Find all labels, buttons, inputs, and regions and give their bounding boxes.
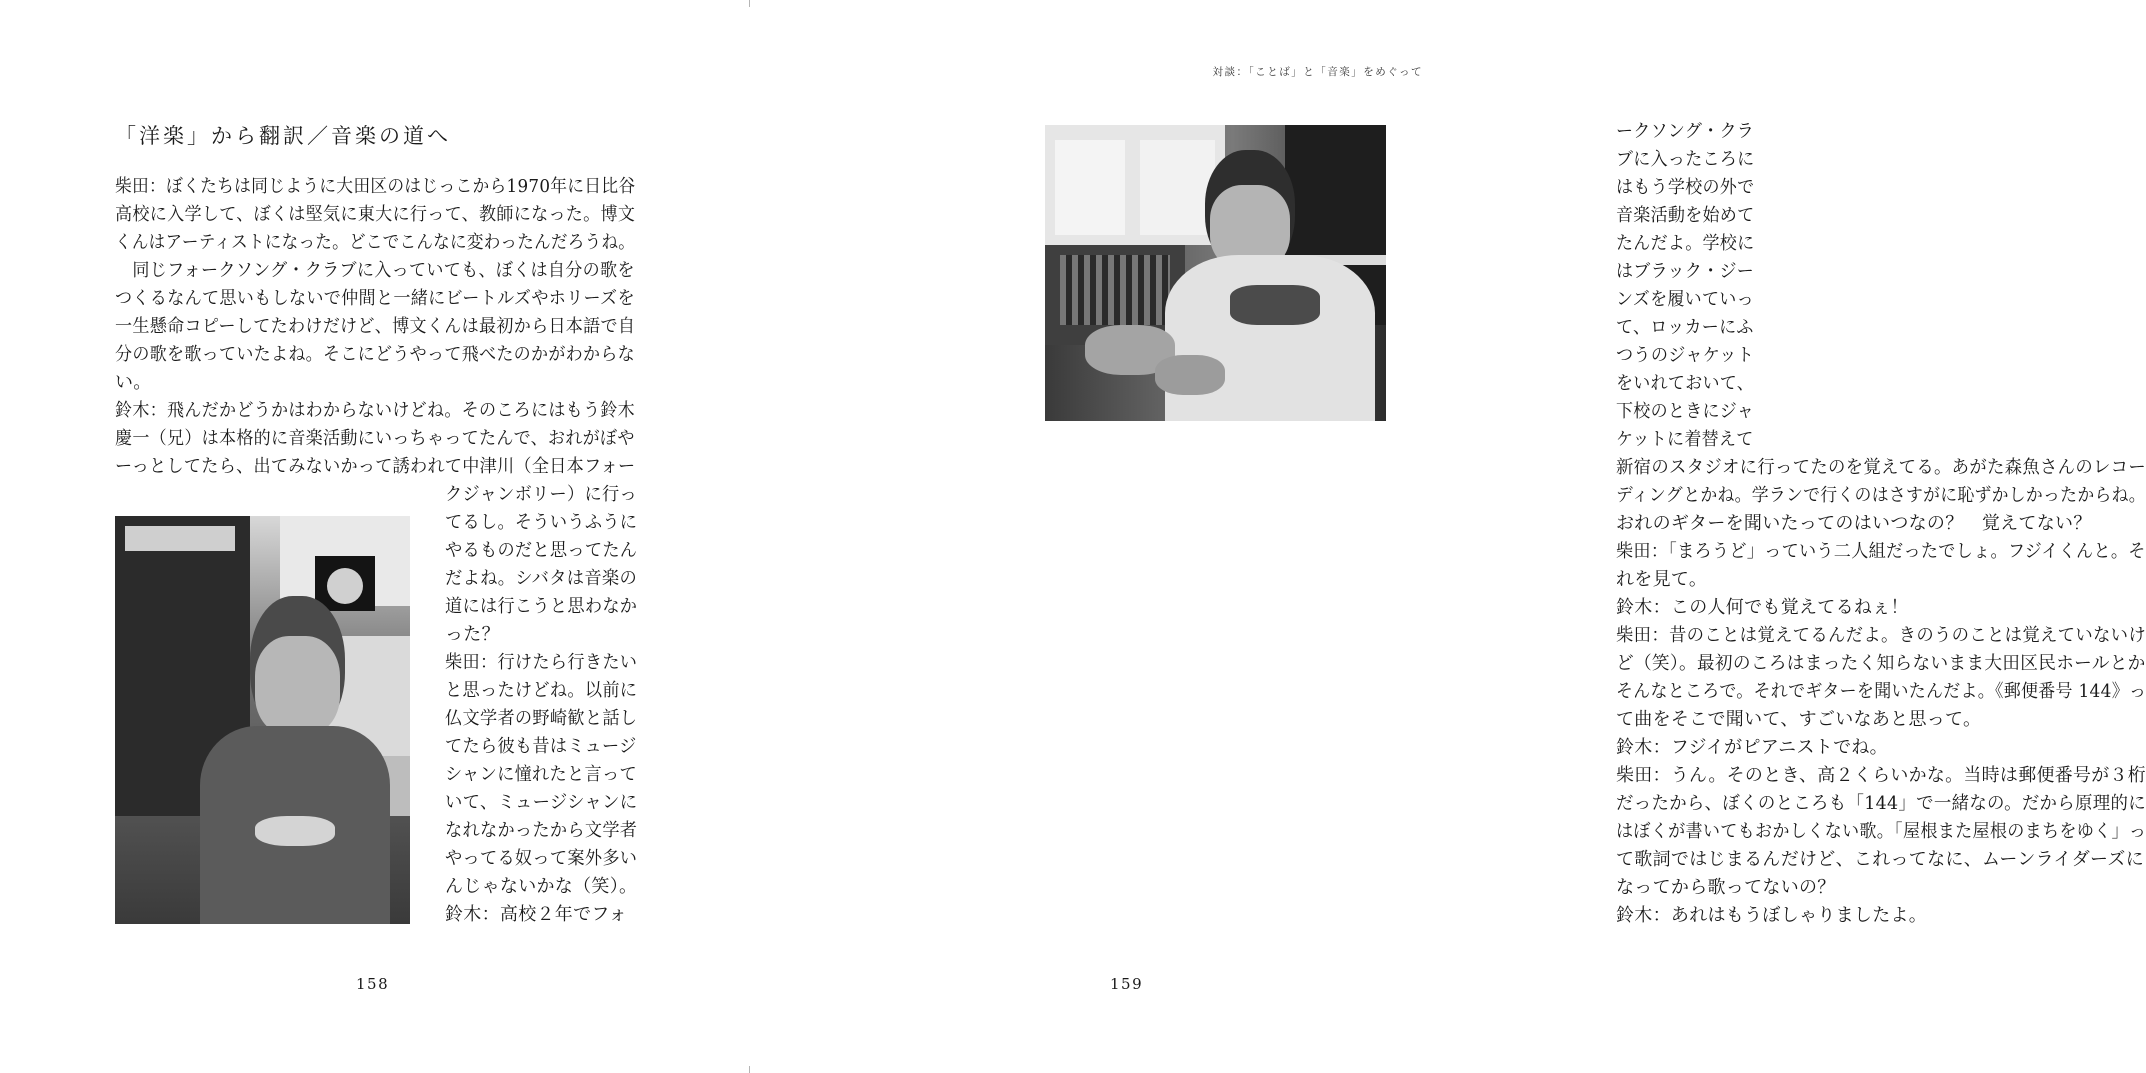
text-line: 柴田：うん。そのとき、高２くらいかな。当時は郵便番号が３桁: [1616, 765, 2146, 786]
text-line: てたら彼も昔はミュージ: [445, 736, 637, 757]
right-page: [750, 0, 2146, 1073]
text-line: 同じフォークソング・クラブに入っていても、ぼくは自分の歌を: [115, 260, 635, 281]
text-line: んじゃないかな（笑）。: [445, 876, 638, 897]
text-line: ーっとしてたら、出てみないかって誘われて中津川（全日本フォー: [115, 456, 636, 477]
left-page: [0, 0, 750, 1073]
text-line: 柴田：行けたら行きたい: [445, 652, 638, 673]
text-line: い。: [115, 372, 152, 393]
text-line: 下校のときにジャ: [1616, 401, 1755, 422]
text-line: だったから、ぼくのところも「144」で一緒なの。だから原理的に: [1616, 793, 2146, 814]
text-line: 一生懸命コピーしてたわけだけど、博文くんは最初から日本語で自: [115, 316, 636, 337]
page-number-right: 159: [1110, 975, 1144, 993]
text-line: 鈴木：飛んだかどうかはわからないけどね。そのころにはもう鈴木: [115, 400, 635, 421]
text-line: をいれておいて、: [1616, 373, 1755, 394]
text-line: 仏文学者の野崎歓と話し: [445, 708, 638, 729]
text-line: つくるなんて思いもしないで仲間と一緒にビートルズやホリーズを: [115, 288, 635, 309]
text-line: 道には行こうと思わなか: [445, 596, 638, 617]
text-line: 慶一（兄）は本格的に音楽活動にいっちゃってたんで、おれがぼや: [115, 428, 635, 449]
photo-suzuki: [1045, 125, 1386, 421]
text-line: て、ロッカーにふ: [1616, 317, 1754, 338]
text-line: 鈴木：フジイがピアニストでね。: [1616, 737, 1888, 758]
text-line: なれなかったから文学者: [445, 820, 638, 841]
text-line: 柴田：ぼくたちは同じように大田区のはじっこから1970年に日比谷: [115, 176, 636, 197]
page-number-left: 158: [356, 975, 390, 993]
text-line: て曲をそこで聞いて、すごいなあと思って。: [1616, 709, 1982, 730]
text-line: 柴田：昔のことは覚えてるんだよ。きのうのことは覚えていないけ: [1616, 625, 2146, 646]
text-line: なってから歌ってないの？: [1616, 877, 1836, 898]
text-line: と思ったけどね。以前に: [445, 680, 638, 701]
text-line: 鈴木：この人何でも覚えてるねぇ！: [1616, 597, 1909, 618]
text-line: ークソング・クラ: [1616, 121, 1755, 142]
text-line: 柴田：「まろうど」っていう二人組だったでしょ。フジイくんと。そ: [1616, 541, 2146, 562]
text-line: 鈴木：あれはもうぼしゃりましたよ。: [1616, 905, 1928, 926]
text-line: たんだよ。学校に: [1616, 233, 1755, 254]
text-line: てるし。そういうふうに: [445, 512, 638, 533]
text-line: はぼくが書いてもおかしくない歌。「屋根また屋根のまちをゆく」っ: [1616, 821, 2146, 842]
text-line: 鈴木：高校２年でフォ: [445, 904, 628, 925]
text-line: シャンに憧れたと言って: [445, 764, 637, 785]
text-line: った？: [445, 624, 500, 645]
photo-shibata: [115, 516, 410, 924]
text-line: はブラック・ジー: [1616, 261, 1755, 282]
text-line: おれのギターを聞いたってのはいつなの？ 覚えてない？: [1616, 513, 2092, 534]
text-line: そんなところで。それでギターを聞いたんだよ。《郵便番号 144》っ: [1616, 681, 2146, 702]
text-line: やってる奴って案外多い: [445, 848, 638, 869]
text-line: 高校に入学して、ぼくは堅気に東大に行って、教師になった。博文: [115, 204, 636, 225]
text-line: ど（笑）。最初のころはまったく知らないまま大田区民ホールとか: [1616, 653, 2146, 674]
text-line: 新宿のスタジオに行ってたのを覚えてる。あがた森魚さんのレコー: [1616, 457, 2146, 478]
text-line: れを見て。: [1616, 569, 1708, 590]
text-line: クジャンボリー）に行っ: [445, 484, 637, 505]
text-line: ンズを履いていっ: [1616, 289, 1754, 310]
running-head: 対談：「ことば」と「音楽」をめぐって: [1212, 66, 1423, 78]
text-line: 音楽活動を始めて: [1616, 205, 1755, 226]
text-line: つうのジャケット: [1616, 345, 1755, 366]
text-line: ディングとかね。学ランで行くのはさすがに恥ずかしかったからね。: [1616, 485, 2146, 506]
section-title: 「洋楽」から翻訳／音楽の道へ: [115, 124, 451, 148]
text-line: だよね。シバタは音楽の: [445, 568, 638, 589]
text-line: 分の歌を歌っていたよね。そこにどうやって飛べたのかがわからな: [115, 344, 635, 365]
text-line: やるものだと思ってたん: [445, 540, 638, 561]
text-line: て歌詞ではじまるんだけど、これってなに、ムーンライダーズに: [1616, 849, 2144, 870]
text-line: くんはアーティストになった。どこでこんなに変わったんだろうね。: [115, 232, 636, 253]
text-line: いて、ミュージシャンに: [445, 792, 638, 813]
text-line: ブに入ったころに: [1616, 149, 1755, 170]
text-line: ケットに着替えて: [1616, 429, 1754, 450]
text-line: はもう学校の外で: [1616, 177, 1755, 198]
